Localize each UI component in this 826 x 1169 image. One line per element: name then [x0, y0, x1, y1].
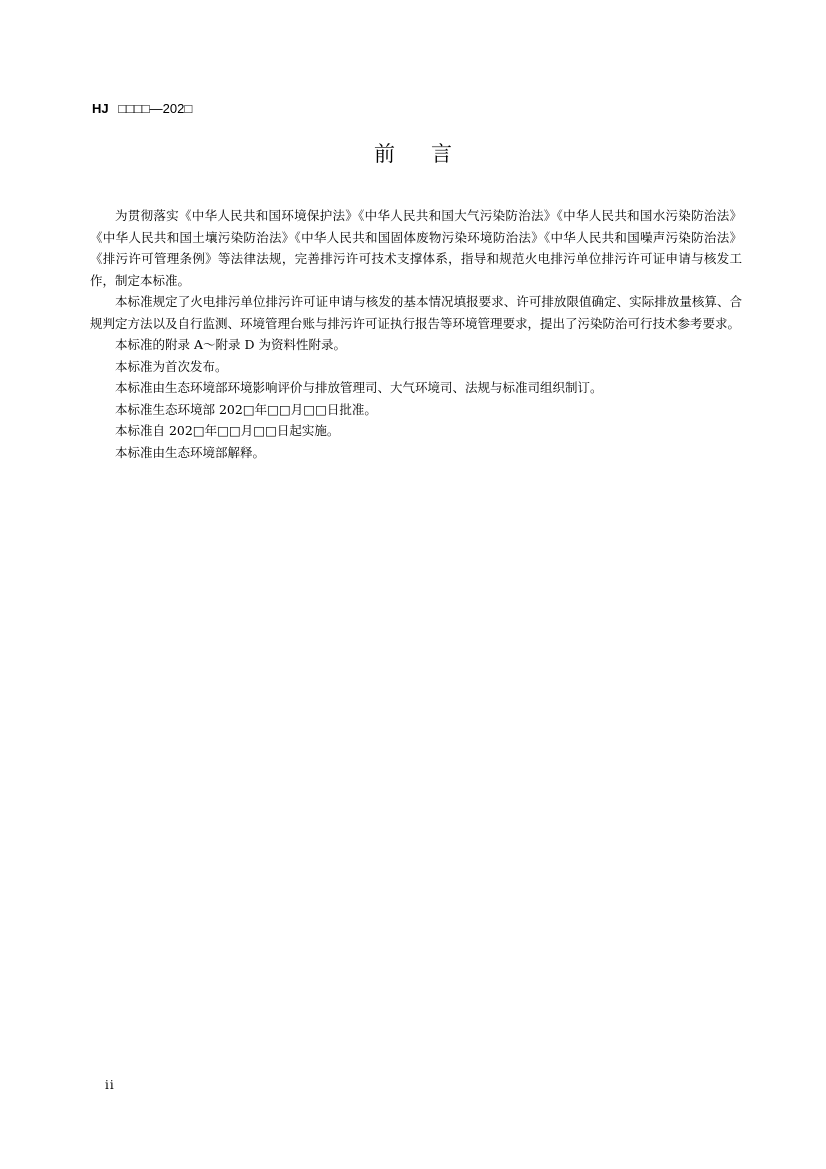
paragraph-purpose: 为贯彻落实《中华人民共和国环境保护法》《中华人民共和国大气污染防治法》《中华人民共和国水污染防治法》《中华人民共和国土壤污染防治法》《中华人民共和国固体废物污染环境防治法》《中华人民共和国噪声污染防治法》《排污许可管理条例》等法律法规，完善排污许可技术支撑体系，指导和规范火电排污单位排污许可证申请与核发工作，制定本标准。	[90, 208, 742, 288]
foreword-body	[90, 205, 742, 463]
standard-number: □□□□—202□	[118, 101, 193, 116]
paragraph-approval: 本标准生态环境部 202□年□□月□□日批准。	[115, 401, 377, 417]
document-header	[92, 101, 192, 117]
paragraph-interpretation: 本标准由生态环境部解释。	[115, 444, 266, 460]
standard-code: HJ	[92, 101, 109, 116]
page-title: 前言	[374, 142, 488, 166]
paragraph-first-release: 本标准为首次发布。	[115, 358, 228, 374]
paragraph-effective-date: 本标准自 202□年□□月□□日起实施。	[115, 423, 340, 438]
page-number: ii	[105, 1078, 115, 1092]
paragraph-organizer: 本标准由生态环境部环境影响评价与排放管理司、大气环境司、法规与标准司组织制订。	[115, 380, 603, 395]
paragraph-appendix: 本标准的附录 A～附录 D 为资料性附录。	[115, 337, 346, 352]
paragraph-scope: 本标准规定了火电排污单位排污许可证申请与核发的基本情况填报要求、许可排放限值确定、实际排放量核算、合规判定方法以及自行监测、环境管理台账与排污许可证执行报告等环境管理要求，提出了污染防治可行技术参考要求。	[90, 294, 742, 331]
